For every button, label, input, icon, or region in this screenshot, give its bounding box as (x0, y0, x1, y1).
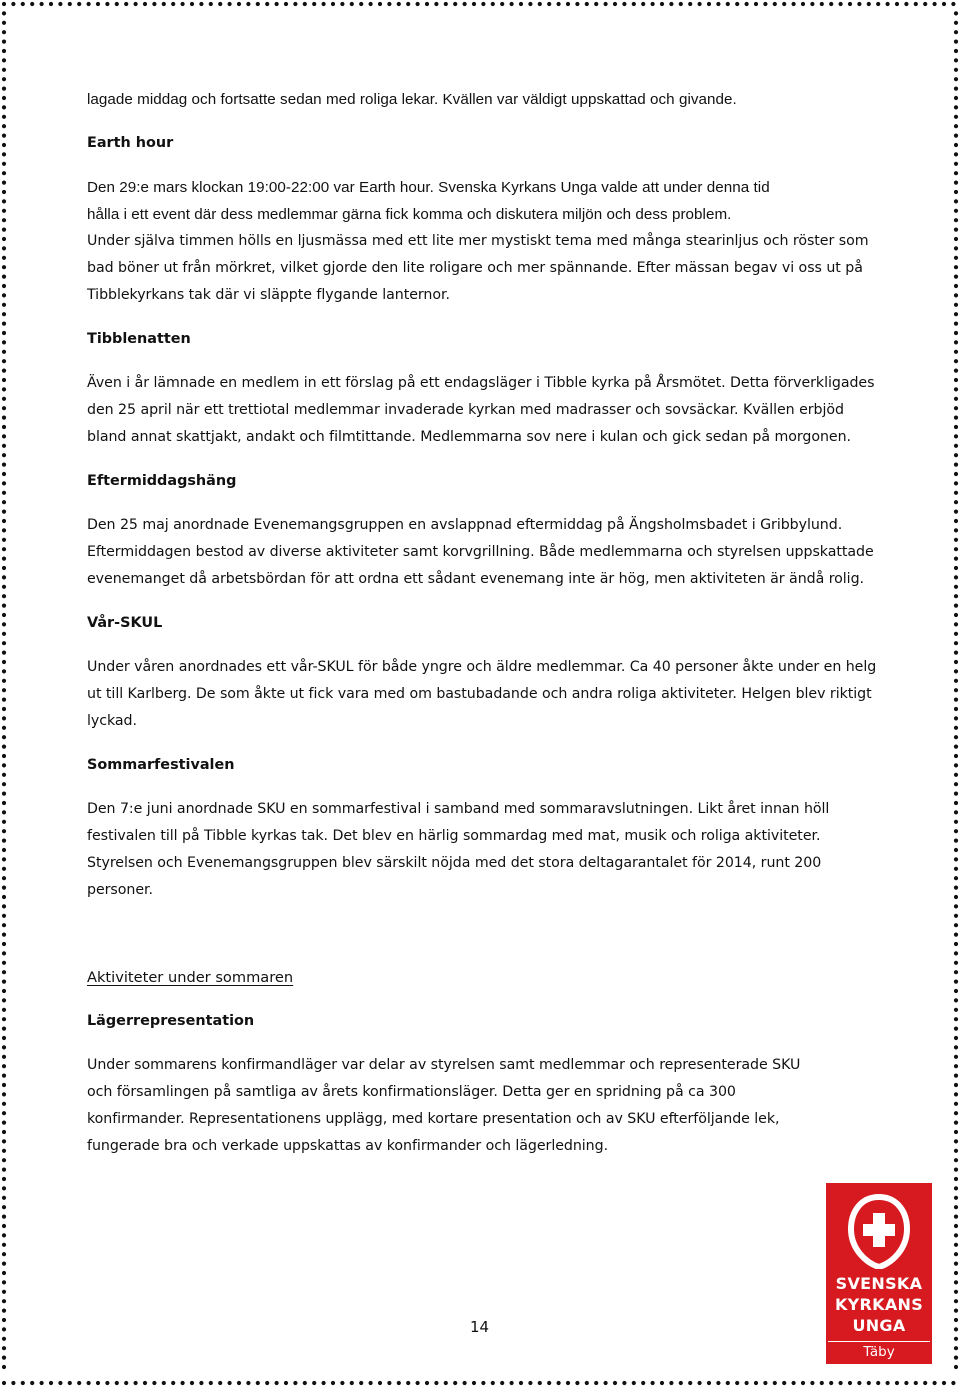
eftermiddagshang-heading: Eftermiddagshäng (87, 473, 237, 489)
lagerrepresentation-heading: Lägerrepresentation (87, 1013, 255, 1029)
sommarfestivalen-heading: Sommarfestivalen (87, 757, 235, 773)
earth-hour-paragraph: Under själva timmen hölls en ljusmässa med ett lite mer mystiskt tema med många stearinljus och röster som bad böner ut från mörkret, vilket gjorde den lite roligare och mer spännande. Efter mässan begav vi oss ut på Tibblekyrkans tak där vi släppte flygande lanternor. (87, 233, 869, 303)
aktiviteter-sommaren-heading: Aktiviteter under sommaren (87, 969, 294, 986)
svenska-kyrkans-unga-logo (826, 1183, 932, 1380)
earth-hour-line-1: Den 29:e mars klockan 19:00-22:00 var Earth hour. Svenska Kyrkans Unga valde att under denna tid (87, 179, 770, 196)
intro-paragraph: lagade middag och fortsatte sedan med roliga lekar. Kvällen var väldigt uppskattad och givande. (87, 91, 737, 108)
document-body (87, 86, 877, 1160)
logo-text-line-3: UNGA (852, 1316, 906, 1335)
earth-hour-heading: Earth hour (87, 135, 174, 151)
logo-parish-label: Täby församling (828, 1341, 930, 1363)
eftermiddagshang-paragraph: Den 25 maj anordnade Evenemangsgruppen en avslappnad eftermiddag på Ängsholmsbadet i Gribbylund. Eftermiddagen bestod av diverse aktiviteter samt korvgrillning. Både medlemmarna och styrelsen uppskattade evenemanget då arbetsbördan för att ordna ett sådant evenemang inte är hög, men aktiviteten är ändå rolig. (87, 517, 874, 587)
earth-hour-line-2: hålla i ett event där dess medlemmar gärna fick komma och diskutera miljön och dess problem. (87, 206, 732, 223)
tibblenatten-heading: Tibblenatten (87, 331, 191, 347)
sommarfestivalen-paragraph: Den 7:e juni anordnade SKU en sommarfestival i samband med sommaravslutningen. Likt året innan höll festivalen till på Tibble kyrkas tak. Det blev en härlig sommardag med mat, musik och roliga aktiviteter. Styrelsen och Evenemangsgruppen blev särskilt nöjda med det stora deltagarantalet för 2014, runt 200 personer. (87, 801, 830, 898)
logo-text-line-1: SVENSKA (835, 1274, 923, 1293)
cross-heart-icon (846, 1191, 912, 1269)
var-skul-heading: Vår-SKUL (87, 615, 163, 631)
page-number: 14 (470, 1318, 490, 1336)
tibblenatten-paragraph: Även i år lämnade en medlem in ett förslag på ett endagsläger i Tibble kyrka på Årsmötet. Detta förverkligades den 25 april när ett trettiotal medlemmar invaderade kyrkan med madrasser och sovsäckar. Kvällen erbjöd bland annat skattjakt, andakt och filmtittande. Medlemmarna sov nere i kulan och gick sedan på morgonen. (87, 375, 875, 445)
logo-text-line-2: KYRKANS (834, 1295, 924, 1314)
lagerrepresentation-paragraph: Under sommarens konfirmandläger var delar av styrelsen samt medlemmar och representerade SKU och församlingen på samtliga av årets konfirmationsläger. Detta ger en spridning på ca 300 konfirmander. Representationens upplägg, med kortare presentation och av SKU efterföljande lek, fungerade bra och verkade uppskattas av konfirmander och lägerledning. (87, 1057, 801, 1154)
var-skul-paragraph: Under våren anordnades ett vår-SKUL för både yngre och äldre medlemmar. Ca 40 personer åkte under en helg ut till Karlberg. De som åkte ut fick vara med om bastubadande och andra roliga aktiviteter. Helgen blev riktigt lyckad. (87, 659, 877, 729)
